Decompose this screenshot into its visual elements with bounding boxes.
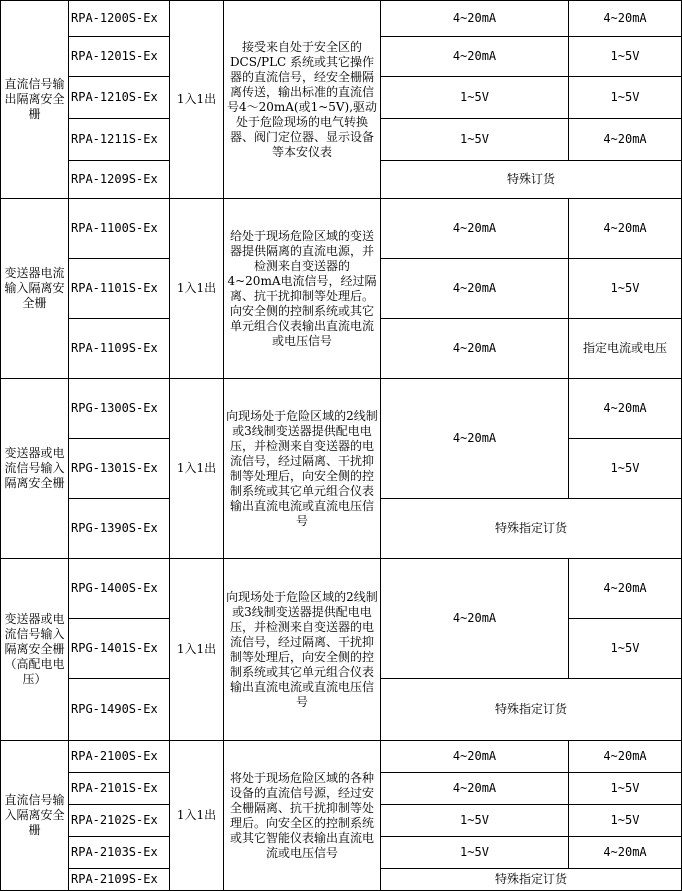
description-cell [224, 199, 381, 379]
io-cell: 1入1出 [170, 741, 224, 891]
model-cell: RPG-1300S-Ex [69, 379, 170, 439]
input-cell: 1~5V [381, 805, 569, 837]
io-cell: 1入1出 [170, 1, 224, 199]
input-cell: 4~20mA [381, 741, 569, 773]
output-cell: 指定电流或电压 [569, 319, 682, 379]
model-cell: RPA-2101S-Ex [69, 773, 170, 805]
model-cell: RPG-1400S-Ex [69, 559, 170, 619]
output-cell: 1~5V [569, 773, 682, 805]
input-cell: 4~20mA [381, 259, 569, 319]
table-row [1, 379, 682, 439]
description-text: 接受来自处于安全区的 DCS/PLC 系统或其它操作器的直流信号，经安全栅隔离传送，输出标准的直流信号4～20mA(或1~5V),驱动处于危险现场的电气转换器、阀门定位器、显示设备等本安仪表 [226, 39, 378, 159]
input-cell: 4~20mA [381, 559, 569, 679]
description-text: 向现场处于危险区域的2线制或3线制变送器提供配电电压，并检测来自变送器的电流信号，经过隔离、干扰抑制等处理后，向安全侧的控制系统或其它单元组合仪表输出直流电流或直流电压信号 [226, 589, 378, 709]
io-cell: 1入1出 [170, 379, 224, 559]
input-cell: 4~20mA [381, 1, 569, 37]
special-order-cell: 特殊指定订货 [381, 679, 682, 741]
special-order-cell: 特殊订货 [381, 161, 682, 199]
input-cell: 4~20mA [381, 319, 569, 379]
input-cell: 4~20mA [381, 379, 569, 499]
special-order-cell: 特殊指定订货 [381, 499, 682, 559]
table-row [1, 741, 682, 773]
description-cell [224, 559, 381, 741]
model-cell: RPG-1490S-Ex [69, 679, 170, 741]
output-cell: 1~5V [569, 77, 682, 119]
model-cell: RPA-2109S-Ex [69, 869, 170, 891]
type-cell: 变送器电流输入隔离安全栅 [1, 199, 69, 379]
type-cell: 变送器或电流信号输入隔离安全栅 [1, 379, 69, 559]
output-cell: 4~20mA [569, 379, 682, 439]
model-cell: RPG-1301S-Ex [69, 439, 170, 499]
model-cell: RPA-1109S-Ex [69, 319, 170, 379]
input-cell: 1~5V [381, 119, 569, 161]
output-cell: 4~20mA [569, 119, 682, 161]
input-cell: 4~20mA [381, 199, 569, 259]
model-cell: RPA-1201S-Ex [69, 37, 170, 77]
model-cell: RPA-1101S-Ex [69, 259, 170, 319]
input-cell: 1~5V [381, 77, 569, 119]
output-cell: 4~20mA [569, 741, 682, 773]
output-cell: 1~5V [569, 259, 682, 319]
description-text: 给处于现场危险区域的变送器提供隔离的直流电源，并检测来自变送器的 4~20mA电流信号，经过隔离、抗干扰抑制等处理后。向安全侧的控制系统或其它单元组合仪表输出直流电流或电压信号 [227, 228, 377, 348]
model-cell: RPG-1390S-Ex [69, 499, 170, 559]
input-cell: 4~20mA [381, 773, 569, 805]
model-cell: RPA-2100S-Ex [69, 741, 170, 773]
output-cell: 1~5V [569, 37, 682, 77]
type-cell: 直流信号输入隔离安全栅 [1, 741, 69, 891]
description-cell [224, 1, 381, 199]
description-cell [224, 741, 381, 891]
model-cell: RPA-1210S-Ex [69, 77, 170, 119]
io-cell: 1入1出 [170, 199, 224, 379]
input-cell: 4~20mA [381, 37, 569, 77]
model-cell: RPA-2102S-Ex [69, 805, 170, 837]
table-row [1, 1, 682, 37]
output-cell: 4~20mA [569, 1, 682, 37]
model-cell: RPA-2103S-Ex [69, 837, 170, 869]
description-text: 将处于现场危险区域的各种设备的直流信号源，经过安全栅隔离、抗干扰抑制等处理后。向安全区的控制系统或其它智能仪表输出直流电流或电压信号 [229, 770, 374, 860]
output-cell: 4~20mA [569, 199, 682, 259]
output-cell: 1~5V [569, 439, 682, 499]
type-cell: 变送器或电流信号输入隔离安全栅（高配电电压） [1, 559, 69, 741]
model-cell: RPA-1211S-Ex [69, 119, 170, 161]
output-cell: 1~5V [569, 805, 682, 837]
model-cell: RPA-1209S-Ex [69, 161, 170, 199]
model-cell: RPG-1401S-Ex [69, 619, 170, 679]
input-cell: 1~5V [381, 837, 569, 869]
special-order-cell: 特殊指定订货 [381, 869, 682, 891]
io-cell: 1入1出 [170, 559, 224, 741]
table-row [1, 559, 682, 619]
table-row [1, 199, 682, 259]
description-text: 向现场处于危险区域的2线制或3线制变送器提供配电电压，并检测来自变送器的电流信号，经过隔离、干扰抑制等处理后，向安全侧的控制系统或其它单元组合仪表输出直流电流或直流电压信号 [226, 408, 378, 528]
output-cell: 4~20mA [569, 559, 682, 619]
model-cell: RPA-1100S-Ex [69, 199, 170, 259]
model-cell: RPA-1200S-Ex [69, 1, 170, 37]
output-cell: 1~5V [569, 619, 682, 679]
description-cell [224, 379, 381, 559]
output-cell: 4~20mA [569, 837, 682, 869]
type-cell: 直流信号输出隔离安全栅 [1, 1, 69, 199]
